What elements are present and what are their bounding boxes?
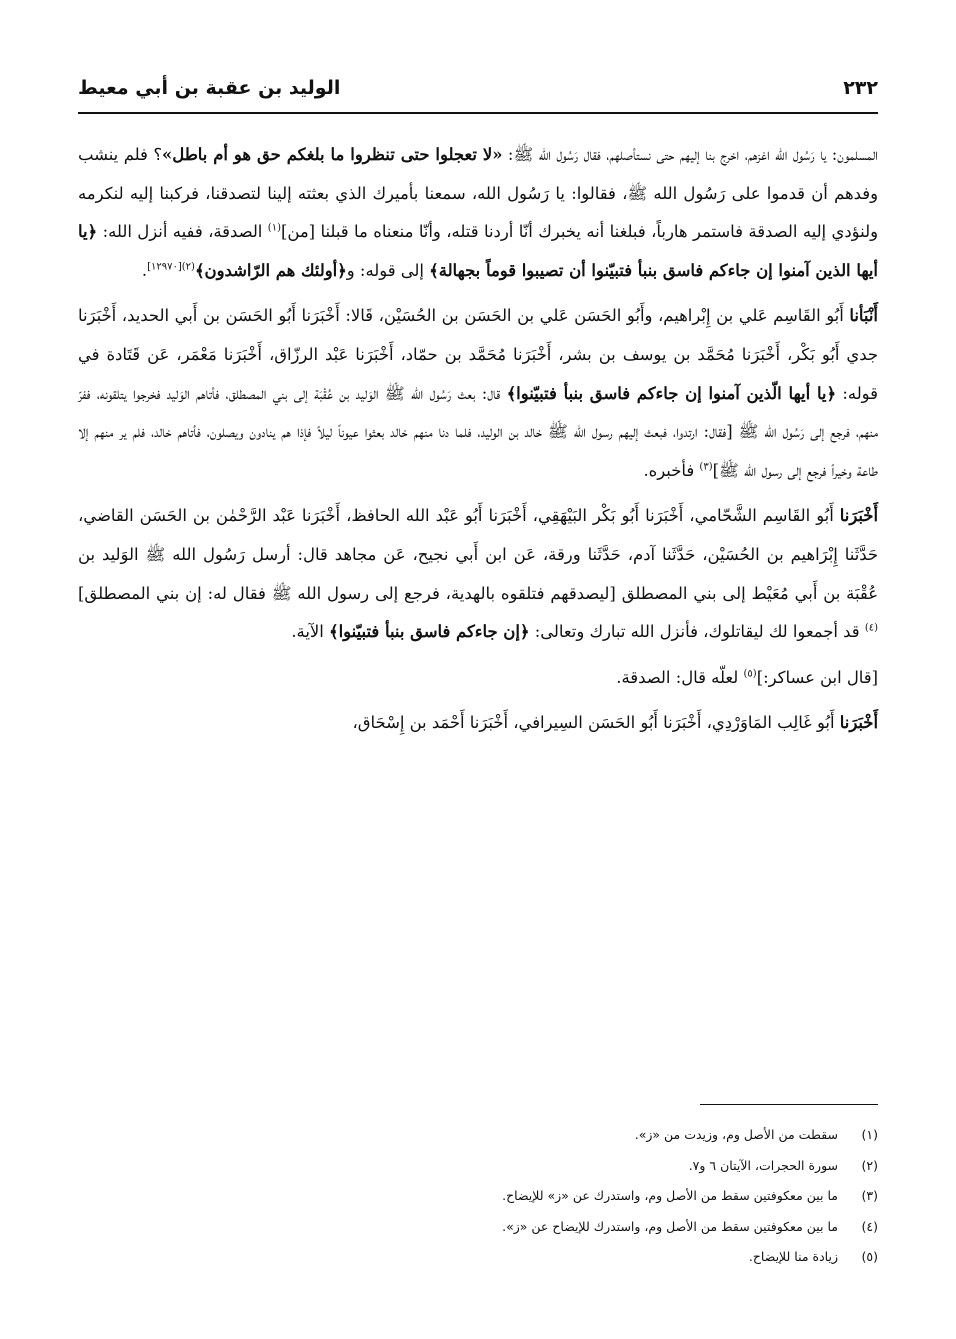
text-run: [قال ابن عساكر:] — [756, 667, 878, 687]
paragraph-gap — [78, 697, 878, 704]
bold-text: ﴿أولئك هم الرّاشدون﴾ — [194, 260, 347, 280]
text-run: . — [141, 260, 148, 280]
footnote-item — [78, 1151, 878, 1182]
footnote-number: (٤) — [861, 1218, 878, 1234]
footnote-ref: (١) — [267, 222, 281, 234]
footnote-ref: (٤) — [864, 622, 878, 634]
footnote-number: (١) — [861, 1127, 878, 1142]
footnote-ref: [١٢٩٧٠] — [147, 261, 182, 273]
text-run: إلى قوله: و — [346, 260, 430, 280]
paragraph-gap — [78, 490, 878, 497]
paragraph-gap — [78, 290, 878, 297]
running-title: الوليد بن عقبة بن أبي معيط — [78, 77, 341, 99]
footnote-ref: (٣) — [699, 461, 713, 473]
bold-text: «لا تعجلوا حتى تنظروا ما بلغكم حق هو أم باطل» — [162, 145, 503, 164]
page-number: ٢٣٢ — [843, 77, 878, 99]
bold-text: ﴿يا أيها الذين آمنوا إن جاءكم فاسق بنبأ فتبيّنوا أن تصيبوا قوماً بجهالة﴾ — [78, 222, 878, 280]
page-header — [78, 70, 878, 106]
paragraph-p3 — [78, 497, 878, 651]
bold-text: أَخْبَرَنا — [839, 506, 878, 526]
footnotes — [78, 1120, 878, 1273]
footnote-separator — [700, 1104, 878, 1105]
text-run: ؟ فلم ينشب وفدهم أن قدموا على رَسُول الله ﷺ، فقالوا: يا رَسُول الله، سمعنا بأميرك الذي بعثته إلينا لتصدقنا، فركبنا إليه لنكرمه ولنؤدي إليه الصدقة فاستمر هارباً، فبلغنا أنه يخبرك أنّا أردنا قتله، وأنّا منعناه ما قبلنا [من] — [78, 145, 878, 242]
text-run: الآية. — [291, 622, 330, 642]
footnote-ref: (٢) — [181, 261, 195, 273]
footnote-text: ما بين معكوفتين سقط من الأصل وم، واستدرك للإيضاح عن «ز». — [502, 1218, 838, 1234]
paragraph-p4 — [78, 659, 878, 698]
bold-text: ﴿يا أيها الّذين آمنوا إن جاءكم فاسق بنبأ فتبيّنوا﴾ — [506, 383, 837, 403]
paragraph-gap — [78, 652, 878, 659]
text-run: أَبُو غَالِب المَاوَرْدِي، أَخْبَرَنا أَبُو الحَسَن السِيرافي، أَخْبَرَنا أَحْمَد بن إِسْحَاق، — [352, 713, 840, 733]
footnote-text: سقطت من الأصل وم، وزيدت من «ز». — [634, 1127, 838, 1142]
paragraph-p1 — [78, 136, 878, 290]
footnote-number: (٢) — [861, 1157, 878, 1173]
text-run: فأخبره. — [643, 460, 700, 480]
text-run: أَبُو القَاسِم الشَّحّامي، أَخْبَرَنا أَبُو بَكْر البَيْهَقِي، أَخْبَرَنا أَبُو عَبْد الله الحافظ، أَخْبَرَنا عَبْد الرَّحْمٰن بن الحَسَن القاضي، حَدَّثَنا إِبْرَاهيم بن الحُسَيْن، حَدَّثَنا آدم، حَدَّثَنا ورقة، عَن ابن أَبي نجيح، عَن مجاهد قال: أرسل رَسُول الله ﷺ الوَليد بن عُقْبَة بن أَبي مُعَيْط إلى بني المصطلق [ليصدقهم فتلقوه بالهدية، فرجع إلى رسول الله ﷺ فقال له: إن بني المصطلق] — [78, 506, 878, 603]
bold-text: أَنْبَأنا — [849, 306, 878, 326]
text-run: قال: بعث رَسُول الله ﷺ الوَليد بن عُقْبَة إلى بني المصطلق، فأتاهم الوَليد فخرجوا يتلقونه، ففرّ منهم، فرجع إلى رَسُول الله ﷺ [فقال: ارتدوا، فبعث إليهم رسول الله ﷺ خالد بن الوليد، فلما دنا منهم خالد بعثوا عيوناً ليلاً فإذا هم ينادون ويصلون، فأتاهم خالد، فلم ير منهم إلا طاعة وخيراً فرجع إلى رسول الله ﷺ] — [78, 383, 878, 480]
footnote-item — [78, 1181, 878, 1212]
footnote-item — [78, 1120, 878, 1151]
footnote-item — [78, 1212, 878, 1243]
footnote-ref: (٥) — [743, 668, 757, 680]
footnote-text: زيادة منا للإيضاح. — [748, 1249, 838, 1264]
text-run: قد أجمعوا لك ليقاتلوك، فأنزل الله تبارك وتعالى: — [529, 622, 865, 642]
text-run: أَبُو القَاسِم عَلي بن إِبْراهيم، وأَبُو الحَسَن عَلي بن الحَسَن بن الحُسَيْن، قَالا: أَخْبَرَنا أَبُو الحَسَن بن أَبي الحديد، أَخْبَرَنا جدي أَبُو بَكْر، أَخْبَرَنا مُحَمَّد بن يوسف بن بشر، أَخْبَرَنا مُحَمَّد بن حمّاد، أَخْبَرَنا عَبْد الرزّاق، أَخْبَرَنا مَعْمَر، عَن قَتَادة في قوله: — [78, 306, 878, 403]
main-text — [78, 136, 878, 743]
bold-text: ﴿إن جاءكم فاسق بنبأ فتبيّنوا﴾ — [329, 622, 530, 642]
footnote-number: (٣) — [861, 1188, 878, 1203]
footnote-text: سورة الحجرات، الآيتان ٦ و٧. — [688, 1157, 838, 1173]
paragraph-p2 — [78, 297, 878, 490]
footnote-number: (٥) — [861, 1249, 878, 1264]
text-run: المسلمون: يا رَسُول الله اغزهم، اخرج بنا إليهم حتى نستأصلهم، فقال رَسُول الله ﷺ: — [502, 145, 879, 164]
paragraph-p5 — [78, 704, 878, 743]
text-run: لعلّه قال: الصدقة. — [616, 667, 744, 687]
bold-text: أَخْبَرَنا — [839, 713, 878, 733]
footnote-item — [78, 1242, 878, 1273]
text-run: الصدقة، ففيه أنزل الله: — [97, 222, 268, 242]
header-rule — [78, 112, 878, 114]
footnote-text: ما بين معكوفتين سقط من الأصل وم، واستدرك عن «ز» للإيضاح. — [502, 1188, 838, 1203]
